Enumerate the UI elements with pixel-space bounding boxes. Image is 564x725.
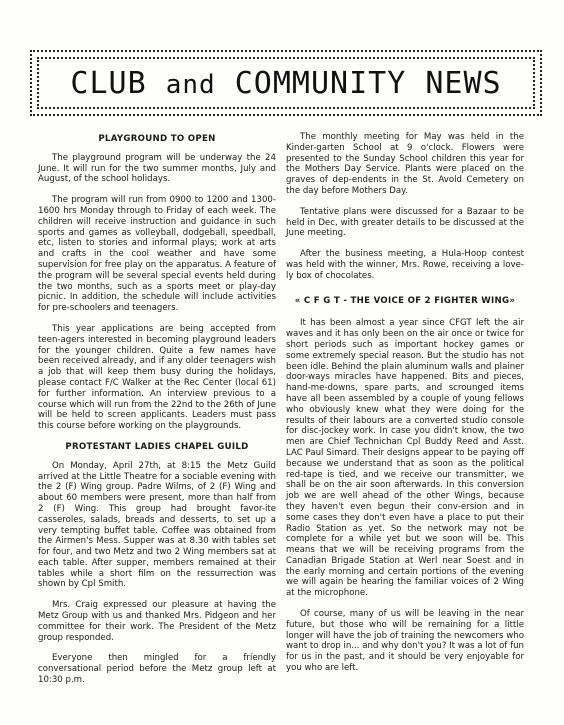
paragraph: This year applications are being accepted from teen-agers interested in becoming playground leaders for the younger children. Quite a few names have been received already, and if any older teenagers wish a job that will keep them busy during the holidays, please contact F/C Walker at the Rec Center (local 61) for further information. An interview previous to a course which will run from the 22nd to the 26th of June will be held to screen applicants. Leaders must pass this course before working on the playgrounds.: [38, 323, 276, 432]
heading-playground: PLAYGROUND TO OPEN: [98, 134, 216, 144]
paragraph: The playground program will be underway the 24 June. It will run for the two summer months, July and August, of the school holidays.: [38, 152, 276, 185]
paragraph: Tentative plans were discussed for a Bazaar to be held in Dec, with greater details to be discussed at the June meeting.: [286, 206, 524, 239]
masthead-word-club: CLUB: [70, 65, 147, 101]
masthead-title: [70, 66, 501, 101]
masthead-frame: [30, 50, 542, 116]
paragraph: Everyone then mingled for a friendly conversational period before the Metz group left at 10:30 p.m.: [38, 653, 276, 686]
heading-chapel-guild: PROTESTANT LADIES CHAPEL GUILD: [65, 441, 249, 452]
paragraph: Mrs. Craig expressed our pleasure at having the Metz Group with us and thanked Mrs. Pidgeon and her committee for their work. The President of the Metz group responded.: [38, 600, 276, 643]
paragraph: After the business meeting, a Hula-Hoop contest was held with the winner, Mrs. Rowe, receiving a love-ly box of chocolates.: [286, 249, 524, 281]
paragraph: The monthly meeting for May was held in the Kinder-garten School at 9 o'clock. Flowers were presented to the Sunday School children this year for the Mothers Day Service. Plants were placed on the graves of dep-endents in the St. Avold Cemetery on the day before Mothers Day.: [286, 132, 524, 196]
masthead-word-community-news: COMMUNITY NEWS: [234, 65, 502, 101]
masthead-word-and: and: [165, 69, 216, 100]
paragraph: On Monday, April 27th, at 8:15 the Metz Guild arrived at the Little Theatre for a sociable evening with the 2 (F) Wing group. Padre Wilms, of 2 (F) Wing and about 60 members were present, more than half from 2 (F) Wing. This group had brought favor-ite casseroles, salads, breads and desserts, to set up a very tempting buffet table. Coffee was obtained from the Airmen's Mess. Supper was at 8.30 with tables set for four, and two Metz and two 2 Wing members sat at each table. After supper, members remained at their tables while a short film on the ressurrection was shown by Cpl Smith.: [38, 460, 276, 590]
right-column: [286, 132, 524, 684]
paragraph: It has been almost a year since CFGT left the air waves and it has only been on the air once or twice for short periods such as important hockey games or some extremely special reason. But the studio has not been idle. Behind the plain aluminum walls and plainer door-ways miracles have happened. Bits and pieces, hand-me-downs, spare parts, and scrounged items have all been assembled by a couple of young fellows who obviously knew what they were doing for the results of their labours are a converted studio console for disc-jockey work. In case you didn't know, the two men are Chief Technichan Cpl Buddy Reed and Asst. LAC Paul Simard. Their designs appear to be paying off because we understand that as soon as the political red-tape is tied, and we receive our transmitter, we shall be on the air soon afterwards. In this conversion job we are well ahead of the other Wings, because they haven't even begun their conv-ersion and in some cases they don't even have a place to put their Radio Station as yet. So the network may not be complete for a while yet but we soon will be. This means that we will be receiving programs from the Canadian Brigade Station at Werl near Soest and in the early morning and certain portions of the evening we will again be hearing the familiar voices of 2 Wing at the microphone.: [286, 318, 524, 599]
heading-cfgt: « C F G T - THE VOICE OF 2 FIGHTER WING»: [294, 295, 516, 306]
left-column: [38, 128, 276, 696]
paragraph: The program will run from 0900 to 1200 and 1300-1600 hrs Monday through to Friday of each week. The children will receive instruction and guidance in such sports and games as volleyball, dodgeball, speedball, etc, listen to stories and informal plays; work at arts and crafts in the cool weather and have some supervision for free play on the apparatus. A feature of the program will be several special events held during the two months, such as a sports meet or play-day picnic. In addition, the schedule will include activities for pre-schoolers and teenagers.: [38, 195, 276, 314]
paragraph: Of course, many of us will be leaving in the near future, but those who will be remaining for a little longer will have the job of training the newcomers who want to drop in... and why don't you? It was a lot of fun for us in the past, and it should be very enjoyable for you who are left.: [286, 609, 524, 674]
masthead-inner-frame: [37, 57, 535, 109]
